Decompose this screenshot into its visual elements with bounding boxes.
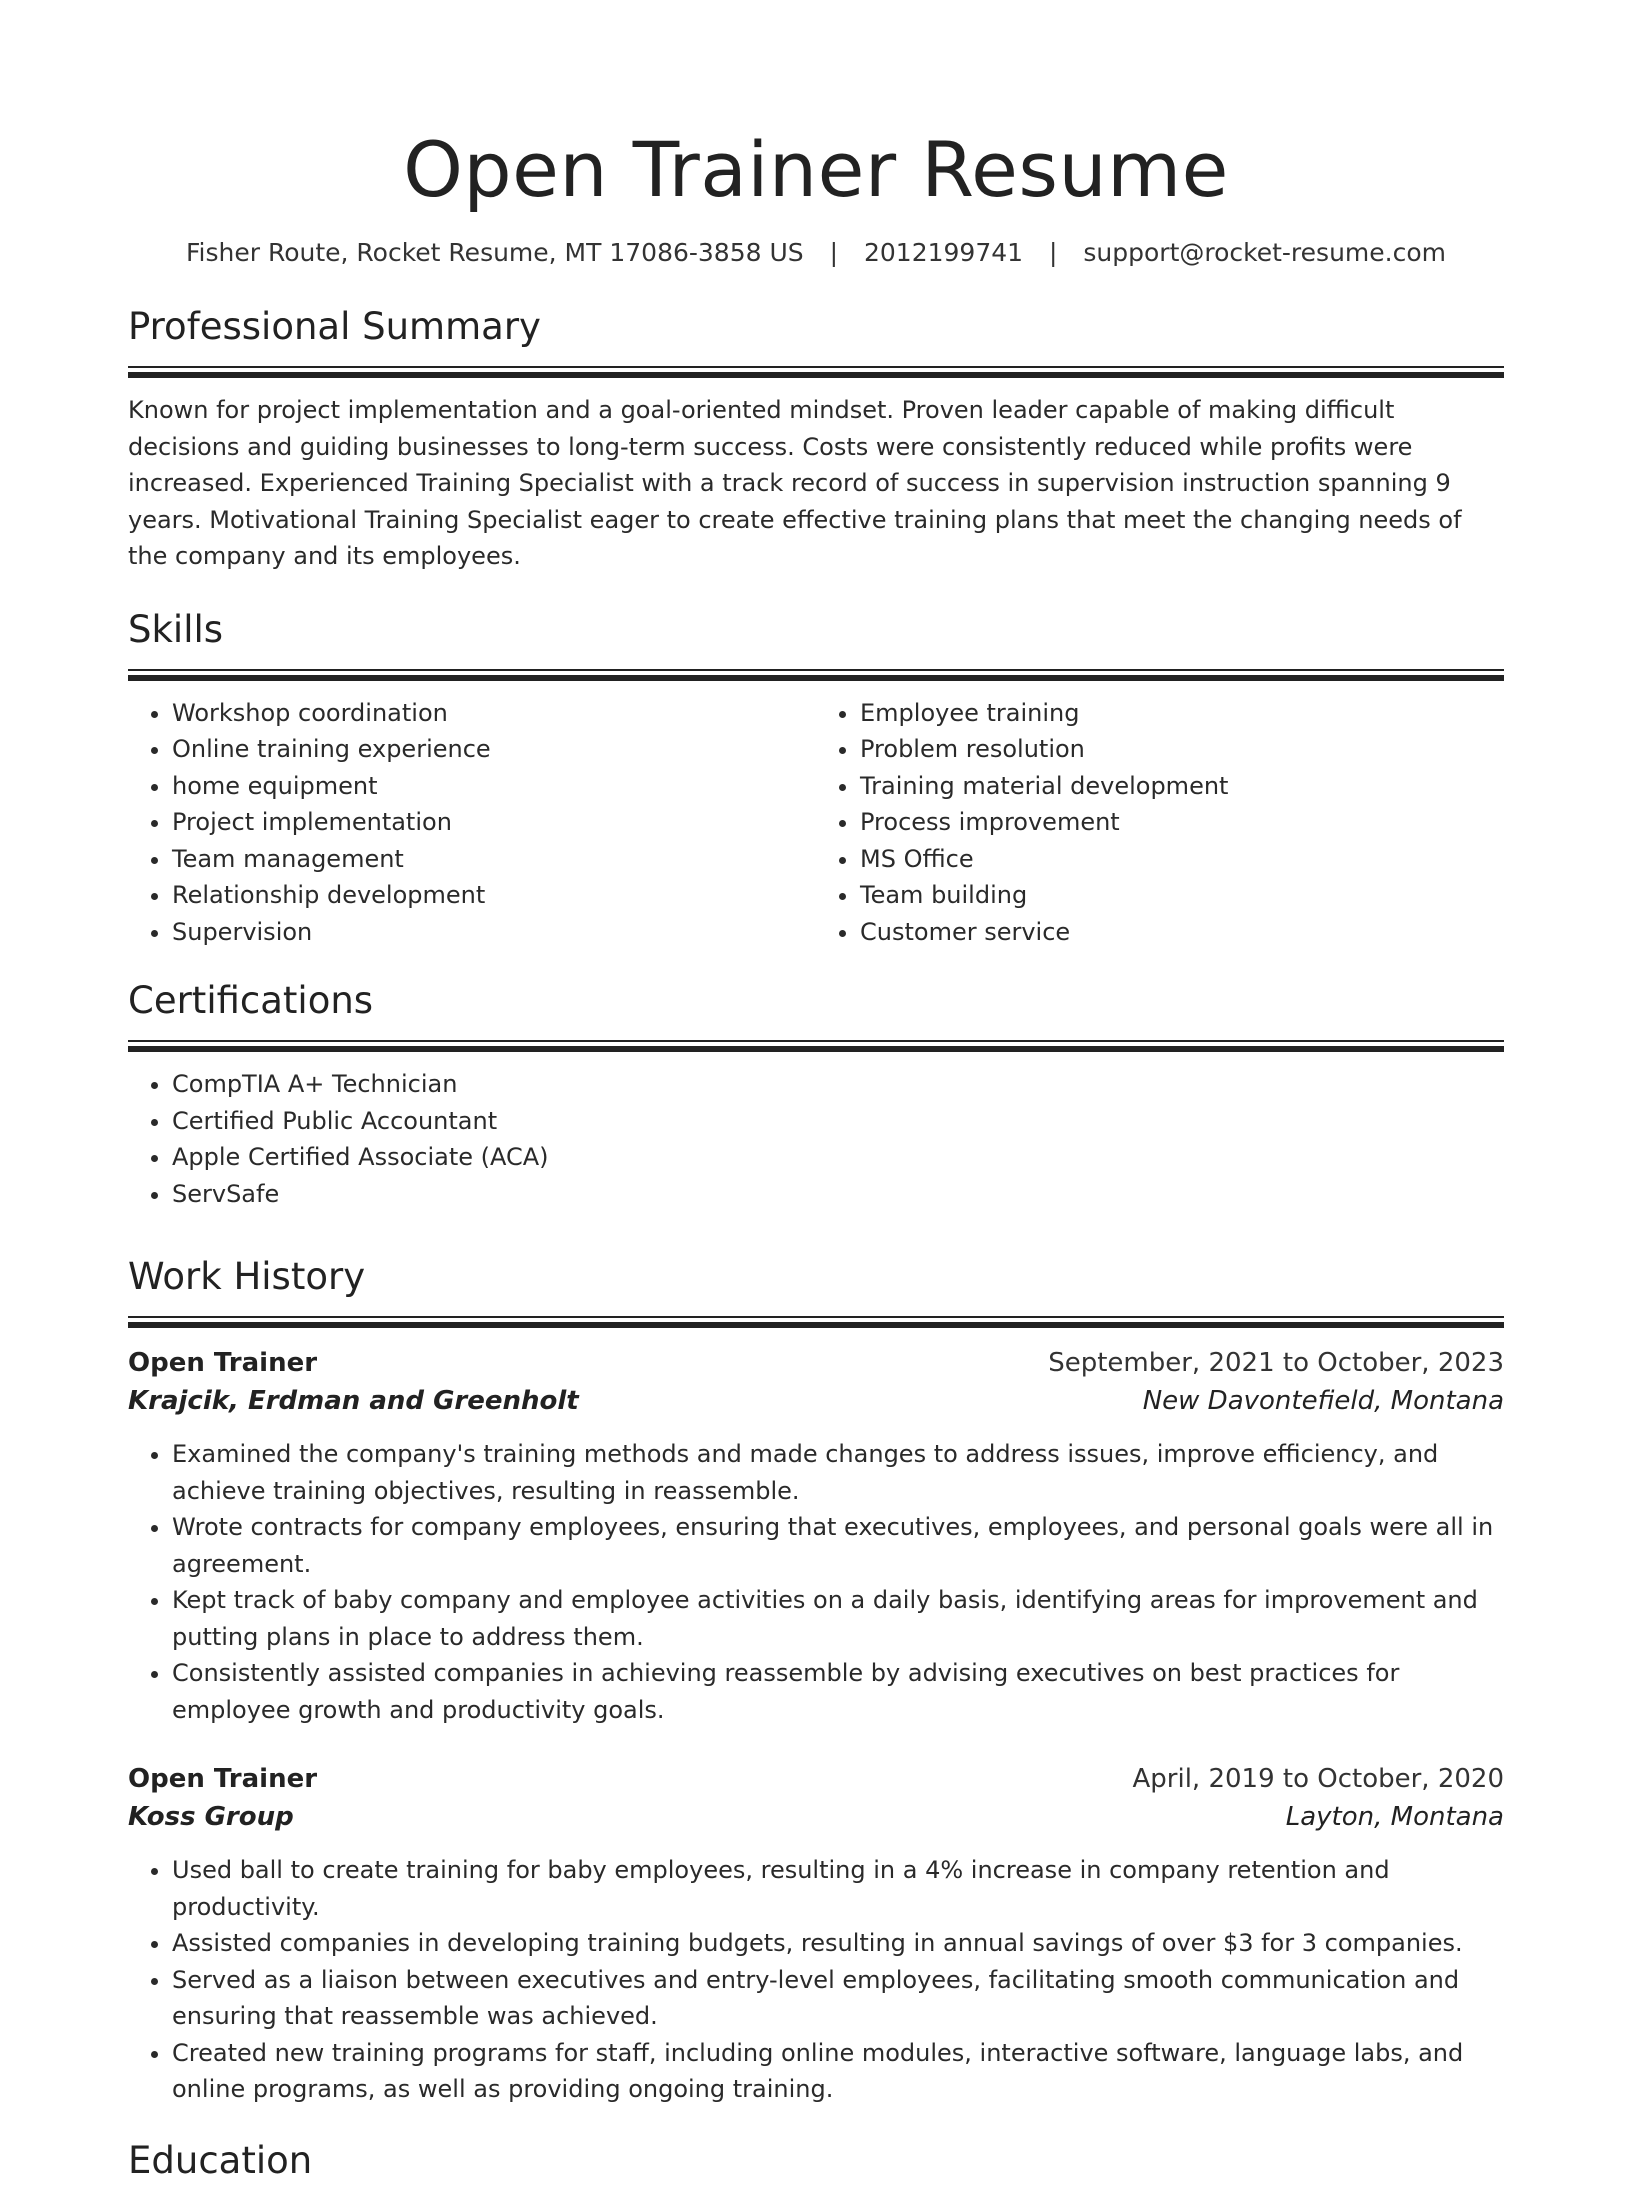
contact-separator: | <box>829 238 839 267</box>
job-entry <box>128 1344 1504 1728</box>
job-entry <box>128 1760 1504 2108</box>
job-bullets <box>128 1436 1504 1728</box>
resume-title: Open Trainer Resume <box>403 125 1229 214</box>
contact-phone: 2012199741 <box>863 238 1024 267</box>
job-bullet: • Used ball to create training for baby employees, resulting in a 4% increase in company retention and productivity. <box>172 1852 1504 1925</box>
job-bullet: • Kept track of baby company and employee activities on a daily basis, identifying areas for improvement and putting plans in place to address them. <box>172 1582 1504 1655</box>
certification-item: • CompTIA A+ Technician <box>172 1066 1504 1103</box>
job-title: Open Trainer <box>128 1348 318 1378</box>
certification-item: • Certified Public Accountant <box>172 1103 1504 1140</box>
education-section <box>128 2136 1504 2186</box>
skill-item: • Relationship development <box>172 877 816 914</box>
summary-section <box>128 302 1504 575</box>
skills-section <box>128 605 1504 951</box>
skills-list-right <box>816 695 1504 951</box>
job-location: New Davontefield, Montana <box>1142 1386 1504 1416</box>
skill-item: • Project implementation <box>172 804 816 841</box>
section-divider <box>128 1316 1504 1328</box>
contact-address: Fisher Route, Rocket Resume, MT 17086-3858 US <box>185 238 804 267</box>
section-title-work-history: Work History <box>128 1255 366 1298</box>
job-bullet: • Created new training programs for staff, including online modules, interactive software, language labs, and online programs, as well as providing ongoing training. <box>172 2035 1504 2108</box>
job-bullet: • Consistently assisted companies in achieving reassemble by advising executives on best practices for employee growth and productivity goals. <box>172 1655 1504 1728</box>
job-bullets <box>128 1852 1504 2108</box>
work-history-section <box>128 1252 1504 2108</box>
skill-item: • Employee training <box>860 695 1504 732</box>
section-divider <box>128 366 1504 378</box>
contact-separator: | <box>1049 238 1058 267</box>
job-bullet: • Examined the company's training methods and made changes to address issues, improve efficiency, and achieve training objectives, resulting in reassemble. <box>172 1436 1504 1509</box>
job-location: Layton, Montana <box>1285 1802 1504 1832</box>
resume-page <box>128 0 1504 2186</box>
job-dates: April, 2019 to October, 2020 <box>1132 1764 1504 1794</box>
skills-list-left <box>128 695 816 951</box>
section-title-certifications: Certifications <box>128 979 374 1022</box>
certification-item: • ServSafe <box>172 1176 1504 1213</box>
skill-item: • home equipment <box>172 768 816 805</box>
skill-item: • Supervision <box>172 914 816 951</box>
skill-item: • Process improvement <box>860 804 1504 841</box>
job-subheader <box>128 1798 1504 1836</box>
certifications-list <box>128 1066 1504 1212</box>
job-dates: September, 2021 to October, 2023 <box>1048 1348 1504 1378</box>
job-subheader <box>128 1382 1504 1420</box>
job-company: Krajcik, Erdman and Greenholt <box>128 1386 579 1416</box>
skill-item: • Training material development <box>860 768 1504 805</box>
summary-text: Known for project implementation and a goal-oriented mindset. Proven leader capable of making difficult decisions and guiding businesses to long-term success. Costs were consistently reduced while profits were increased. Experienced Training Specialist with a track record of success in supervision instruction spanning 9 years. Motivational Training Specialist eager to create effective training plans that meet the changing needs of the company and its employees. <box>128 396 1462 570</box>
skill-item: • Workshop coordination <box>172 695 816 732</box>
section-title-education: Education <box>128 2138 313 2182</box>
job-header <box>128 1760 1504 1798</box>
section-title-summary: Professional Summary <box>128 305 541 348</box>
skill-item: • Team building <box>860 877 1504 914</box>
job-bullet: • Assisted companies in developing training budgets, resulting in annual savings of over $3 for 3 companies. <box>172 1925 1504 1962</box>
certifications-section <box>128 976 1504 1212</box>
certification-item: • Apple Certified Associate (ACA) <box>172 1139 1504 1176</box>
contact-line <box>128 236 1504 270</box>
job-bullet: • Wrote contracts for company employees, ensuring that executives, employees, and personal goals were all in agreement. <box>172 1509 1504 1582</box>
skill-item: • MS Office <box>860 841 1504 878</box>
job-header <box>128 1344 1504 1382</box>
skills-columns <box>128 695 1504 951</box>
section-divider <box>128 669 1504 681</box>
job-bullet: • Served as a liaison between executives and entry-level employees, facilitating smooth communication and ensuring that reassemble was achieved. <box>172 1962 1504 2035</box>
skill-item: • Customer service <box>860 914 1504 951</box>
contact-email: support@rocket-resume.com <box>1083 238 1446 267</box>
section-title-skills: Skills <box>128 607 224 651</box>
job-company: Koss Group <box>128 1802 294 1832</box>
section-divider <box>128 1040 1504 1052</box>
skill-item: • Online training experience <box>172 731 816 768</box>
skill-item: • Problem resolution <box>860 731 1504 768</box>
skill-item: • Team management <box>172 841 816 878</box>
job-title: Open Trainer <box>128 1764 318 1794</box>
